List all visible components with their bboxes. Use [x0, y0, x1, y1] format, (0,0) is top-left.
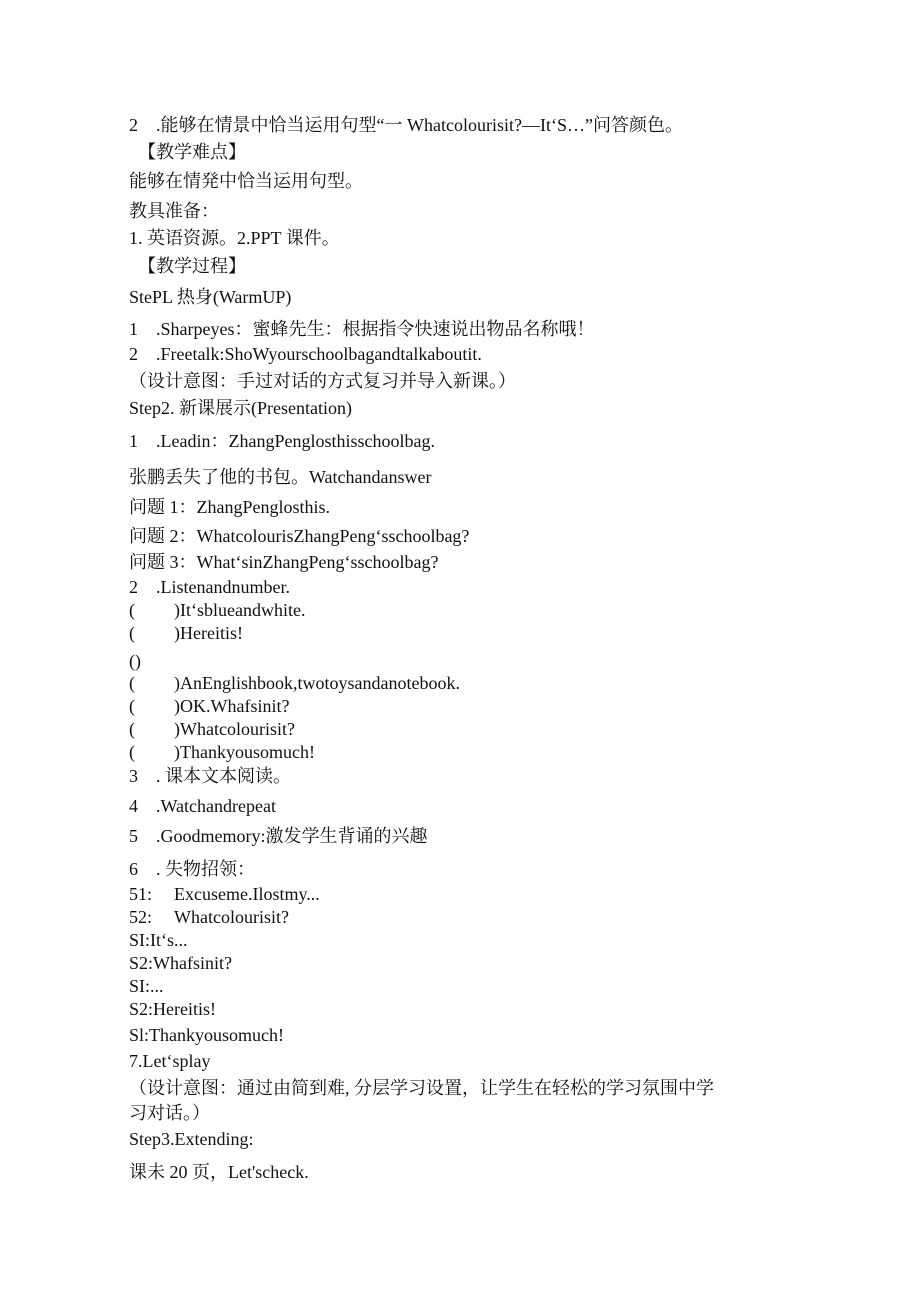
paren-close: ) — [174, 600, 180, 620]
step1-item-2: 2 .Freetalk:ShoWyourschoolbagandtalkaboutit. — [129, 344, 482, 364]
question-2: 问题 2：WhatcolourisZhangPengʻsschoolbag? — [129, 526, 470, 546]
step1-title: StePL 热身(WarmUP) — [129, 287, 292, 307]
step2-leadin: 1 .Leadin：ZhangPenglosthisschoolbag. — [129, 431, 435, 451]
question-3: 问题 3：WhatʻsinZhangPengʻsschoolbag? — [129, 552, 439, 572]
paren-open: ( — [129, 600, 135, 620]
design-intent-2: （设计意图：通过由简到难, 分层学习设置，让学生在轻松的学习氛围中学 — [129, 1078, 714, 1098]
item-5: 5 .Goodmemory:激发学生背诵的兴趣 — [129, 826, 428, 846]
item-4: 4 .Watchandrepeat — [129, 796, 276, 816]
paren-close: ) — [174, 719, 180, 739]
dialogue-line: Sl:Thankyousomuch! — [129, 1025, 284, 1045]
heading-difficulty: 【教学难点】 — [129, 142, 246, 162]
paren-open: ( — [129, 696, 135, 716]
step2-title: Step2. 新课展示(Presentation) — [129, 398, 352, 418]
design-intent-1: （设计意图：手过对话的方式复习并导入新课。） — [129, 371, 516, 391]
dialogue-line: SI:Itʻs... — [129, 930, 188, 950]
number-item: ( )Thankyousomuch! — [129, 742, 315, 762]
objective-2: 2 .能够在情景中恰当运用句型“一 Whatcolourisit?—ItʻS…”问答颜色。 — [129, 115, 683, 135]
paren-open: ( — [129, 719, 135, 739]
dialogue-line: S2:Whafsinit? — [129, 953, 232, 973]
dialogue-line: SI:... — [129, 976, 164, 996]
number-item: ( )Whatcolourisit? — [129, 719, 295, 739]
paren-close: ) — [174, 673, 180, 693]
number-item: ( )Itʻsblueandwhite. — [129, 600, 306, 620]
paren-open: ( — [129, 742, 135, 762]
paren-close: ) — [174, 623, 180, 643]
number-item: ( )Hereitis! — [129, 623, 243, 643]
difficulty-text: 能够在情発中恰当运用句型。 — [129, 171, 363, 191]
item-3: 3 . 课本文本阅读。 — [129, 766, 291, 786]
design-intent-2-cont: 习对话。） — [129, 1103, 210, 1123]
dialogue-line: 51: Excuseme.Ilostmy... — [129, 884, 320, 904]
paren-close: ) — [174, 742, 180, 762]
step3-title: Step3.Extending: — [129, 1129, 254, 1149]
question-1: 问题 1：ZhangPenglosthis. — [129, 497, 330, 517]
paren-close: ) — [174, 696, 180, 716]
heading-process: 【教学过程】 — [129, 256, 246, 276]
number-item: ( )OK.Whafsinit? — [129, 696, 290, 716]
dialogue-line: 52: Whatcolourisit? — [129, 907, 289, 927]
empty-parens: () — [129, 651, 141, 671]
item-7: 7.Letʻsplay — [129, 1051, 211, 1071]
item-6: 6 . 失物招领： — [129, 859, 255, 879]
number-item: ( )AnEnglishbook,twotoysandanotebook. — [129, 673, 460, 693]
step3-text: 课未 20 页，Let'scheck. — [129, 1162, 309, 1182]
paren-open: ( — [129, 623, 135, 643]
dialogue-line: S2:Hereitis! — [129, 999, 216, 1019]
step1-item-1: 1 .Sharpeyes：蜜蜂先生：根据指令快速说出物品名称哦！ — [129, 319, 595, 339]
step2-leadin-cn: 张鹏丢失了他的书包。Watchandanswer — [129, 467, 432, 487]
materials-list: 1. 英语资源。2.PPT 课件。 — [129, 228, 340, 248]
materials-heading: 教具准备： — [129, 201, 219, 221]
listen-number: 2 .Listenandnumber. — [129, 577, 290, 597]
paren-open: ( — [129, 673, 135, 693]
